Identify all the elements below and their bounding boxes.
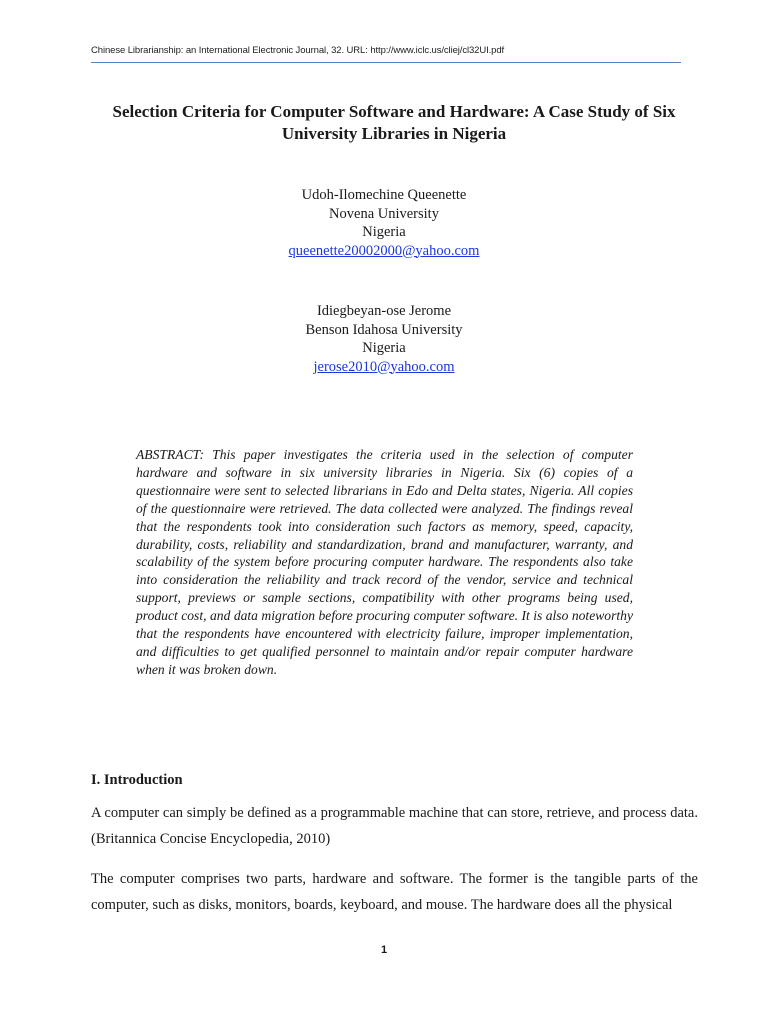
- body-paragraph: A computer can simply be defined as a programmable machine that can store, retrieve, and process data. (Britannica Concise Encyclopedia, 2010): [91, 805, 698, 847]
- section-heading: I. Introduction: [91, 772, 183, 788]
- author-affiliation: Novena University: [329, 205, 439, 222]
- running-head: Chinese Librarianship: an International Electronic Journal, 32. URL: http://www.iclc.us/cliej/cl32UI.pdf: [91, 45, 505, 56]
- page-number: 1: [380, 944, 388, 956]
- abstract: ABSTRACT: This paper investigates the criteria used in the selection of computer hardware and software in six university libraries in Nigeria. Six (6) copies of a questionnaire were sent to selected librarians in Edo and Delta states, Nigeria. All copies of the questionnaire were retrieved. The data collected were analyzed. The findings reveal that the respondents took into consideration such factors as memory, speed, capacity, durability, costs, reliability and standardization, brand and manufacturer, warranty, and scalability of the system before procuring computer hardware. The respondents also take into consideration the reliability and track record of the vendor, service and technical support, previews or sample sections, compatibility with other programs being used, product cost, and data migration before procuring computer software. It is also noteworthy that the respondents have encountered with electricity failure, improper implementation, and difficulties to get qualified personnel to maintain and/or repair computer hardware when it was broken down.: [136, 447, 633, 677]
- author-country: Nigeria: [362, 340, 406, 356]
- author-email-link[interactable]: queenette20002000@yahoo.com: [288, 242, 480, 259]
- body-paragraph: The computer comprises two parts, hardware and software. The former is the tangible parts of the computer, such as disks, monitors, boards, keyboard, and mouse. The hardware does all the physical: [91, 871, 698, 913]
- author-block-2: [0, 302, 768, 376]
- author-affiliation: Benson Idahosa University: [305, 321, 463, 338]
- author-name: Udoh-Ilomechine Queenette: [301, 187, 467, 203]
- paper-title: Selection Criteria for Computer Software and Hardware: A Case Study of Six University Libraries in Nigeria: [112, 102, 676, 143]
- author-block-1: [0, 186, 768, 260]
- header-rule: [91, 62, 681, 63]
- author-name: Idiegbeyan-ose Jerome: [316, 303, 452, 319]
- author-email-link[interactable]: jerose2010@yahoo.com: [313, 358, 455, 375]
- author-country: Nigeria: [362, 224, 406, 240]
